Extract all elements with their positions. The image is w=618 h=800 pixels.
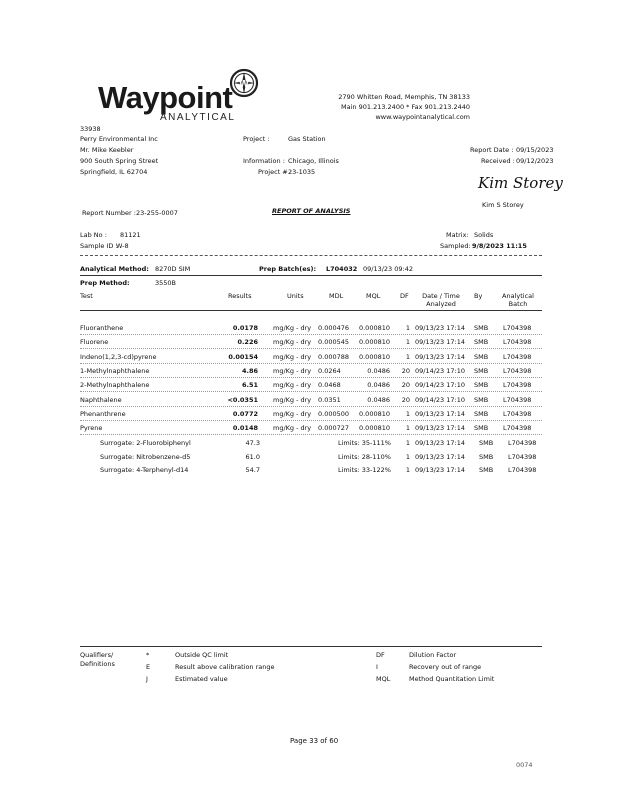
surrogate-name: Surrogate: 4-Terphenyl-d14 [100, 466, 189, 474]
table-header-divider [80, 310, 542, 311]
analyte-date: 09/13/23 17:14 [415, 424, 465, 433]
analyte-date: 09/14/23 17:10 [415, 366, 465, 375]
analyte-date: 09/13/23 17:14 [415, 324, 465, 332]
analyte-by: SMB [474, 338, 489, 347]
surrogate-value: 54.7 [245, 466, 260, 474]
analyte-df: 20 [401, 366, 410, 375]
sampled-label: Sampled: [440, 242, 471, 250]
analyte-batch: L704398 [503, 338, 532, 347]
qualifiers-label: Qualifiers/ [80, 651, 114, 659]
row-separator [80, 348, 542, 349]
col-units: Units [287, 292, 304, 300]
analyte-name: Phenanthrene [80, 409, 126, 418]
analyte-mdl: 0.000788 [318, 352, 350, 361]
sample-id-value: W-8 [116, 242, 129, 250]
surrogate-df: 1 [405, 466, 410, 474]
analyte-mql: 0.0486 [367, 395, 390, 404]
analyte-mdl: 0.000727 [318, 424, 350, 433]
document-code: 0074 [516, 761, 533, 769]
analyte-name: Pyrene [80, 424, 103, 433]
surrogate-df: 1 [405, 439, 410, 447]
analyte-units: mg/Kg - dry [273, 324, 312, 332]
company-phone-fax: Main 901.213.2400 * Fax 901.213.2440 [341, 103, 470, 111]
col-results: Results [228, 292, 252, 300]
analyte-units: mg/Kg - dry [273, 338, 312, 347]
sampled-value: 9/8/2023 11:15 [472, 242, 527, 250]
surrogate-limits: Limits: 35-111% [338, 439, 391, 447]
analyte-batch: L704398 [503, 381, 532, 390]
analyte-name: 1-Methylnaphthalene [80, 366, 150, 375]
analyte-mdl: 0.0351 [318, 395, 341, 404]
footer-divider [80, 646, 542, 647]
surrogate-df: 1 [405, 452, 410, 461]
company-address: 2790 Whitten Road, Memphis, TN 38133 [338, 93, 470, 101]
analyte-by: SMB [474, 366, 489, 375]
qualifier-code: DF [376, 651, 385, 659]
col-analytical: Analytical [502, 292, 534, 300]
surrogate-by: SMB [479, 466, 494, 474]
report-date-label: Report Date : [470, 146, 514, 154]
row-separator [80, 334, 542, 335]
surrogate-date: 09/13/23 17:14 [415, 466, 465, 474]
col-batch: Batch [508, 300, 528, 308]
company-logo-text: Waypoint [98, 80, 233, 115]
prep-batch-label: Prep Batch(es): [259, 265, 317, 273]
prep-batch-date: 09/13/23 09:42 [363, 265, 413, 273]
prep-method-label: Prep Method: [80, 279, 130, 287]
analyte-date: 09/14/23 17:10 [415, 381, 465, 390]
analyte-by: SMB [474, 352, 489, 361]
analyte-df: 1 [405, 324, 410, 332]
qualifier-text: Result above calibration range [175, 663, 275, 671]
analyte-mdl: 0.000476 [318, 324, 350, 332]
page-number: Page 33 of 60 [290, 737, 339, 745]
client-city: Springfield, IL 62704 [80, 168, 148, 176]
analyte-name: Indeno(1,2,3-cd)pyrene [80, 352, 157, 361]
signature: Kim Storey [478, 174, 563, 192]
analyte-mdl: 0.000500 [318, 409, 350, 418]
client-name: Perry Environmental Inc [80, 135, 158, 143]
analyte-mql: 0.000810 [358, 324, 390, 332]
matrix-value: Solids [474, 231, 494, 239]
qualifier-text: Dilution Factor [409, 651, 457, 659]
analyte-units: mg/Kg - dry [273, 352, 312, 361]
client-contact: Mr. Mike Keebler [80, 146, 134, 154]
analytical-method-value: 8270D SIM [155, 265, 191, 273]
col-analyzed: Analyzed [426, 300, 456, 308]
qualifier-code: * [146, 651, 150, 659]
analyte-name: 2-Methylnaphthalene [80, 381, 150, 390]
analytical-method-label: Analytical Method: [80, 265, 149, 273]
sample-divider [80, 255, 542, 256]
qualifier-text: Outside QC limit [175, 651, 229, 659]
client-street: 900 South Spring Street [80, 157, 159, 165]
analyte-result: 4.86 [241, 366, 258, 375]
method-divider [80, 275, 542, 276]
col-date-time: Date / Time [422, 292, 460, 300]
analyte-mql: 0.000810 [358, 352, 390, 361]
analyte-result: 0.0148 [232, 424, 258, 433]
signer-name: Kim S Storey [482, 201, 524, 209]
analyte-date: 09/13/23 17:14 [415, 409, 465, 418]
col-mql: MQL [366, 292, 381, 300]
analyte-mdl: 0.0264 [318, 366, 341, 375]
analyte-batch: L704398 [503, 366, 532, 375]
matrix-label: Matrix: [446, 231, 469, 239]
analyte-mdl: 0.000545 [318, 338, 350, 347]
analyte-result: 0.0772 [232, 409, 258, 418]
analyte-mql: 0.000810 [358, 409, 390, 418]
analyte-mql: 0.0486 [367, 366, 390, 375]
analyte-mdl: 0.0468 [318, 381, 341, 390]
surrogate-date: 09/13/23 17:14 [415, 439, 465, 447]
information-value: Chicago, Illinois [288, 157, 339, 165]
row-separator [80, 377, 542, 378]
analyte-by: SMB [474, 424, 489, 433]
analyte-df: 20 [401, 381, 410, 390]
analyte-df: 20 [401, 395, 410, 404]
analyte-units: mg/Kg - dry [273, 395, 312, 404]
qualifier-text: Recovery out of range [409, 663, 482, 671]
analyte-by: SMB [474, 409, 489, 418]
qualifier-code: I [376, 663, 378, 671]
surrogate-date: 09/13/23 17:14 [415, 452, 465, 461]
sample-id-label: Sample ID : [80, 242, 118, 250]
lab-no-label: Lab No : [80, 231, 107, 239]
col-df: DF [400, 292, 409, 300]
surrogate-limits: Limits: 28-110% [338, 452, 391, 461]
lab-no-value: 81121 [120, 231, 141, 239]
analyte-units: mg/Kg - dry [273, 409, 312, 418]
surrogate-value: 61.0 [245, 452, 260, 461]
analyte-name: Fluorene [80, 338, 109, 347]
row-separator [80, 363, 542, 364]
project-number-label: Project # : [258, 168, 293, 176]
company-website: www.waypointanalytical.com [375, 113, 470, 121]
analyte-units: mg/Kg - dry [273, 366, 312, 375]
company-logo-subtext: ANALYTICAL [160, 112, 236, 123]
analyte-by: SMB [474, 324, 489, 332]
project-value: Gas Station [288, 135, 326, 143]
analyte-df: 1 [405, 409, 410, 418]
project-number-value: 23-1035 [288, 168, 316, 176]
col-by: By [474, 292, 483, 300]
analyte-name: Fluoranthene [80, 324, 124, 332]
analyte-units: mg/Kg - dry [273, 424, 312, 433]
analyte-batch: L704398 [503, 324, 532, 332]
analyte-result: 0.0178 [232, 324, 258, 332]
surrogate-name: Surrogate: 2-Fluorobiphenyl [100, 439, 191, 447]
surrogate-batch: L704398 [508, 439, 537, 447]
surrogate-batch: L704398 [508, 466, 537, 474]
analyte-name: Naphthalene [80, 395, 122, 404]
qualifier-code: E [146, 663, 151, 671]
received-value: 09/12/2023 [516, 157, 554, 165]
analyte-by: SMB [474, 395, 489, 404]
report-date-value: 09/15/2023 [516, 146, 554, 154]
svg-text:W: W [239, 79, 249, 90]
analyte-units: mg/Kg - dry [273, 381, 312, 390]
prep-batch-value: L704032 [326, 265, 358, 273]
definitions-label: Definitions [80, 660, 115, 668]
report-number-label: Report Number : [82, 209, 136, 217]
surrogate-batch: L704398 [508, 452, 537, 461]
analyte-df: 1 [405, 338, 410, 347]
surrogate-by: SMB [479, 452, 494, 461]
row-separator [80, 434, 542, 435]
surrogate-limits: Limits: 33-122% [338, 466, 391, 474]
received-label: Received : [481, 157, 515, 165]
analyte-date: 09/14/23 17:10 [415, 395, 465, 404]
analyte-mql: 0.0486 [367, 381, 390, 390]
analyte-batch: L704398 [503, 352, 532, 361]
analyte-batch: L704398 [503, 409, 532, 418]
client-id: 33938 [80, 125, 101, 133]
qualifier-text: Method Quantitation Limit [409, 675, 495, 683]
project-label: Project : [243, 135, 270, 143]
surrogate-value: 47.3 [245, 439, 260, 447]
analyte-result: 6.51 [241, 381, 258, 390]
information-label: Information : [243, 157, 285, 165]
analyte-result: 0.226 [237, 338, 258, 347]
col-mdl: MDL [329, 292, 344, 300]
analyte-mql: 0.000810 [358, 424, 390, 433]
analyte-result: <0.0351 [227, 395, 258, 404]
surrogate-name: Surrogate: Nitrobenzene-d5 [100, 452, 191, 461]
col-test: Test [80, 292, 93, 300]
analyte-date: 09/13/23 17:14 [415, 338, 465, 347]
analyte-df: 1 [405, 424, 410, 433]
row-separator [80, 420, 542, 421]
report-title: REPORT OF ANALYSIS [272, 207, 351, 215]
compass-logo-icon [229, 68, 259, 98]
report-number-value: 23-255-0007 [136, 209, 178, 217]
analyte-mql: 0.000810 [358, 338, 390, 347]
qualifier-code: J [146, 675, 148, 683]
analyte-batch: L704398 [503, 395, 532, 404]
qualifier-code: MQL [376, 675, 391, 683]
row-separator [80, 391, 542, 392]
surrogate-by: SMB [479, 439, 494, 447]
qualifier-text: Estimated value [175, 675, 228, 683]
prep-method-value: 3550B [155, 279, 177, 287]
analyte-result: 0.00154 [228, 352, 258, 361]
analyte-df: 1 [405, 352, 410, 361]
row-separator [80, 406, 542, 407]
analyte-date: 09/13/23 17:14 [415, 352, 465, 361]
analyte-batch: L704398 [503, 424, 532, 433]
analyte-by: SMB [474, 381, 489, 390]
